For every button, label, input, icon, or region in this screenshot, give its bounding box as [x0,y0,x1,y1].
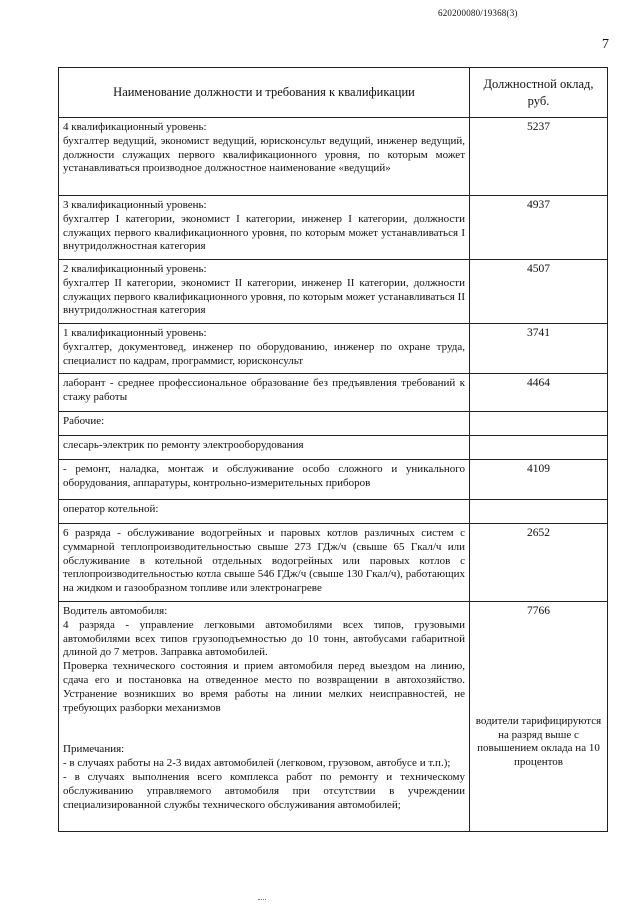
row-position [59,324,470,374]
salary-value: 3741 [527,327,550,339]
row-line: 2 квалификационный уровень: [63,263,207,275]
row-position [59,602,470,832]
salary-value: 5237 [527,121,550,133]
document-number: 620200080/19368(3) [438,8,518,18]
row-line: Проверка технического состояния и прием автомобиля перед выездом на линию, сдача его и постановка на отведенное место по возвращении в автохозяйство. Устранение возникших во время работы на линии мелких неисправностей, не требующих разборки механизмов [63,660,465,714]
table-header-row [59,68,608,118]
row-line: бухгалтер, документовед, инженер по оборудованию, инженер по охране труда, специалист по кадрам, программист, юрисконсульт [63,340,465,367]
row-line: 3 квалификационный уровень: [63,199,207,211]
salary-value: 4937 [527,199,550,211]
row-salary [470,196,608,260]
row-line: бухгалтер ведущий, экономист ведущий, юрисконсульт ведущий, инженер ведущий, должности служащих первого квалификационного уровня, по которым может устанавливаться производное должностное наименование «ведущий» [63,134,465,175]
table-row-driver [59,602,608,832]
row-line: Рабочие: [63,415,105,427]
notes-line: - в случаях выполнения всего комплекса работ по ремонту и техническому обслуживанию управляемого автомобиля при отсутствии в учреждении специализированной службы технического обслуживания автомобилей; [63,770,465,811]
row-line: - ремонт, наладка, монтаж и обслуживание особо сложного и уникального оборудования, аппаратуры, контрольно-измерительных приборов [63,463,465,489]
row-line: бухгалтер I категории, экономист I категории, инженер I категории, должности служащих первого квалификационного уровня, по которым может устанавливаться I внутридолжностная категория [63,212,465,253]
table-row [59,324,608,374]
row-salary [470,602,608,832]
row-line: слесарь-электрик по ремонту электрооборудования [63,439,304,451]
row-line: лаборант - среднее профессиональное образование без предъявления требований к стажу работы [63,377,465,403]
row-salary [470,412,608,436]
row-position [59,260,470,324]
table-row [59,260,608,324]
table-row [59,500,608,524]
row-position [59,436,470,460]
row-position [59,500,470,524]
salary-value: 4507 [527,263,550,275]
row-line: 6 разряда - обслуживание водогрейных и паровых котлов различных систем с суммарной теплопроизводительностью свыше 273 ГДж/ч (свыше 65 Гкал/ч или обслуживание в котельной отдельных водогрейных или паровых котлов с теплопроизводительностью котла свыше 546 ГДж/ч (свыше 130 Гкал/ч), работающих на жидком и газообразном топливе или электронагреве [63,527,465,595]
row-position [59,196,470,260]
salary-value: 2652 [527,527,550,539]
row-line: 4 разряда - управление легковыми автомобилями всех типов, грузовыми автомобилями всех типов грузоподъемностью до 10 тонн, автобусами габаритной длиной до 7 метров. Заправка автомобилей. [63,618,465,659]
row-line: оператор котельной: [63,503,159,515]
row-position [59,118,470,196]
header-position: Наименование должности и требования к квалификации [59,68,470,118]
row-position [59,374,470,412]
row-salary [470,324,608,374]
table-row [59,374,608,412]
table-row [59,436,608,460]
row-salary [470,374,608,412]
salary-value: 4464 [527,377,550,389]
header-salary [470,68,608,118]
row-salary [470,460,608,500]
notes-line: - в случаях работы на 2-3 видах автомобилей (легковом, грузовом, автобусе и т.п.); [63,757,451,770]
page-mark [258,897,266,900]
page-number: 7 [602,37,609,52]
row-salary [470,524,608,602]
row-salary [470,500,608,524]
row-position [59,412,470,436]
row-salary [470,436,608,460]
row-line: Водитель автомобиля: [63,605,168,617]
table-row [59,412,608,436]
salary-value: 7766 [527,605,550,617]
notes-line: Примечания: [63,743,125,756]
table-row [59,524,608,602]
table-row [59,118,608,196]
row-line: бухгалтер II категории, экономист II категории, инженер II категории, должности служащих первого квалификационного уровня, по которым может устанавливаться II внутридолжностная категория [63,276,465,317]
table-row [59,196,608,260]
row-line: 1 квалификационный уровень: [63,327,207,339]
row-position [59,460,470,500]
header-salary-line1: Должностной оклад, [483,76,594,91]
row-salary [470,118,608,196]
table-row [59,460,608,500]
notes-salary-text: водители тарифицируются на разряд выше с повышением оклада на 10 процентов [475,714,602,769]
salary-value: 4109 [527,463,550,475]
salary-table [58,67,608,832]
header-salary-line2: руб. [527,93,550,108]
row-salary [470,260,608,324]
row-position [59,524,470,602]
row-line: 4 квалификационный уровень: [63,121,207,133]
